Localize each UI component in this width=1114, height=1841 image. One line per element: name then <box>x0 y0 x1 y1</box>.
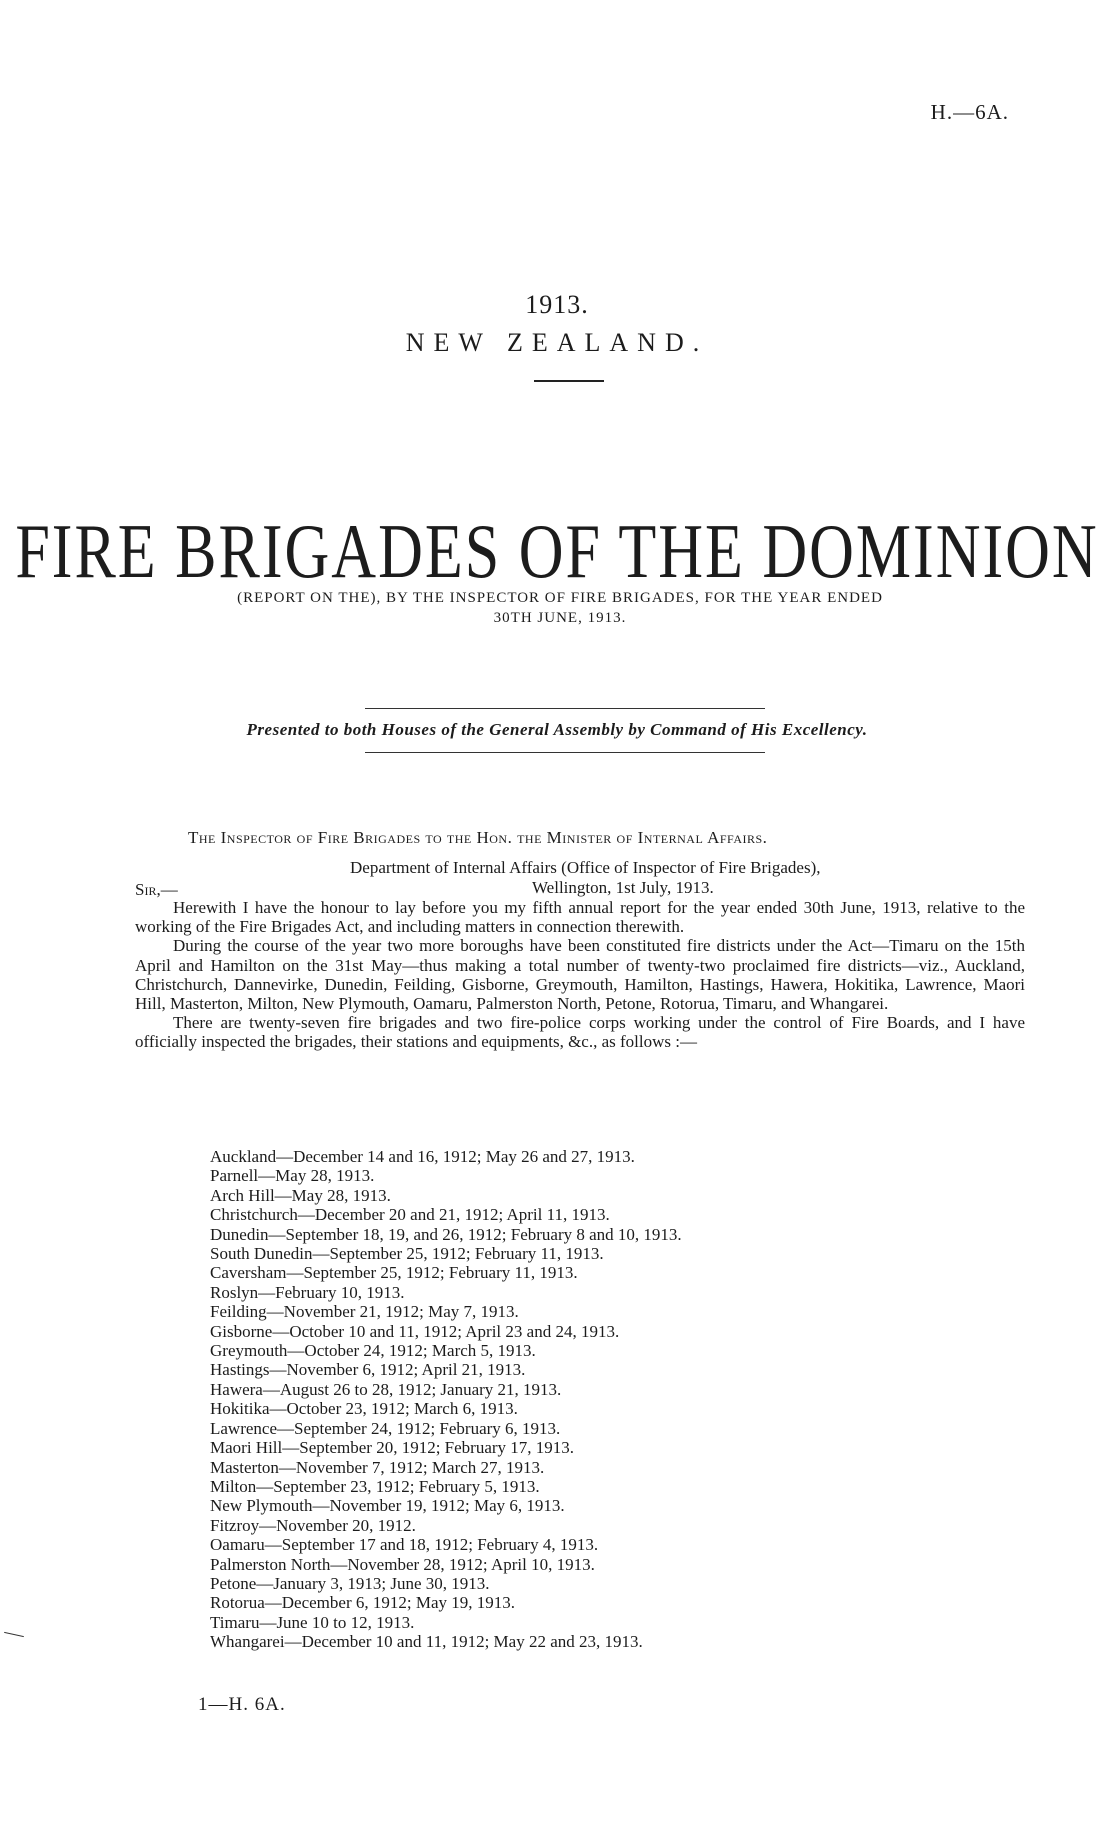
list-item: Roslyn—February 10, 1913. <box>210 1282 405 1302</box>
list-item: Feilding—November 21, 1912; May 7, 1913. <box>210 1302 519 1322</box>
list-item: Timaru—June 10 to 12, 1913. <box>210 1612 415 1632</box>
letter-place-date: Wellington, 1st July, 1913. <box>532 878 714 897</box>
list-item: South Dunedin—September 25, 1912; February 11, 1913. <box>210 1244 604 1264</box>
list-item: Fitzroy—November 20, 1912. <box>210 1515 416 1535</box>
margin-mark <box>4 1632 24 1637</box>
list-item: Whangarei—December 10 and 11, 1912; May 22 and 23, 1913. <box>210 1632 643 1652</box>
title-divider <box>534 380 604 382</box>
inspection-list <box>210 1147 682 1652</box>
list-item: Palmerston North—November 28, 1912; April 10, 1913. <box>210 1554 595 1574</box>
subtitle <box>150 588 970 628</box>
list-item: Christchurch—December 20 and 21, 1912; April 11, 1913. <box>210 1205 610 1225</box>
list-item: Masterton—November 7, 1912; March 27, 1913. <box>210 1457 545 1477</box>
list-item: Dunedin—September 18, 19, and 26, 1912; February 8 and 10, 1913. <box>210 1224 682 1244</box>
list-item: Petone—January 3, 1913; June 30, 1913. <box>210 1573 490 1593</box>
list-item: Maori Hill—September 20, 1912; February 17, 1913. <box>210 1438 575 1458</box>
presented-line: Presented to both Houses of the General Assembly by Command of His Excellency. <box>246 720 868 739</box>
list-item: Milton—September 23, 1912; February 5, 1913. <box>210 1476 540 1496</box>
list-item: Lawrence—September 24, 1912; February 6, 1913. <box>210 1418 561 1438</box>
list-item: Hastings—November 6, 1912; April 21, 1913. <box>210 1360 526 1380</box>
list-item: Hokitika—October 23, 1912; March 6, 1913. <box>210 1399 518 1419</box>
letter-salutation: Sir,— <box>135 880 178 899</box>
list-item: Oamaru—September 17 and 18, 1912; February 4, 1913. <box>210 1535 599 1555</box>
list-item: Auckland—December 14 and 16, 1912; May 26 and 27, 1913. <box>210 1147 635 1166</box>
letter-body <box>135 898 1025 1052</box>
subtitle-line-2: 30TH JUNE, 1913. <box>493 610 627 626</box>
presented-rule-top <box>365 708 765 709</box>
paragraph: There are twenty-seven fire brigades and two fire-police corps working under the control of Fire Boards, and I have officially inspected the brigades, their stations and equipments, &c., as follows :— <box>135 1013 1025 1052</box>
main-title: FIRE BRIGADES OF THE DOMINION <box>15 509 1099 595</box>
list-item: New Plymouth—November 19, 1912; May 6, 1913. <box>210 1496 565 1516</box>
list-item: Parnell—May 28, 1913. <box>210 1166 375 1186</box>
list-item: Rotorua—December 6, 1912; May 19, 1913. <box>210 1593 515 1613</box>
letter-address: The Inspector of Fire Brigades to the Hon. the Minister of Internal Affairs. <box>188 828 768 847</box>
presented-rule-bottom <box>365 752 765 753</box>
list-item: Caversham—September 25, 1912; February 11, 1913. <box>210 1263 578 1283</box>
paragraph: Herewith I have the honour to lay before you my fifth annual report for the year ended 30th June, 1913, relative to the working of the Fire Brigades Act, and including matters in connection therewith. <box>135 898 1025 937</box>
paragraph: During the course of the year two more boroughs have been constituted fire districts under the Act—Timaru on the 15th April and Hamilton on the 31st May—thus making a total number of twenty-two proclaimed fire districts—viz., Auckland, Christchurch, Dannevirke, Dunedin, Feilding, Gisborne, Greymouth, Hamilton, Hastings, Hawera, Hokitika, Lawrence, Maori Hill, Masterton, Milton, New Plymouth, Oamaru, Palmerston North, Petone, Rotorua, Timaru, and Whangarei. <box>135 936 1025 1014</box>
list-item: Greymouth—October 24, 1912; March 5, 1913. <box>210 1341 536 1361</box>
report-year: 1913. <box>525 290 589 319</box>
page-reference: H.—6A. <box>930 100 1009 124</box>
country-name: NEW ZEALAND. <box>405 328 709 357</box>
subtitle-line-1: (REPORT ON THE), BY THE INSPECTOR OF FIRE BRIGADES, FOR THE YEAR ENDED <box>237 590 883 606</box>
letter-department: Department of Internal Affairs (Office of Inspector of Fire Brigades), <box>350 858 821 877</box>
list-item: Gisborne—October 10 and 11, 1912; April 23 and 24, 1913. <box>210 1321 620 1341</box>
list-item: Arch Hill—May 28, 1913. <box>210 1185 391 1205</box>
page-signature: 1—H. 6A. <box>198 1694 286 1715</box>
list-item: Hawera—August 26 to 28, 1912; January 21, 1913. <box>210 1379 562 1399</box>
